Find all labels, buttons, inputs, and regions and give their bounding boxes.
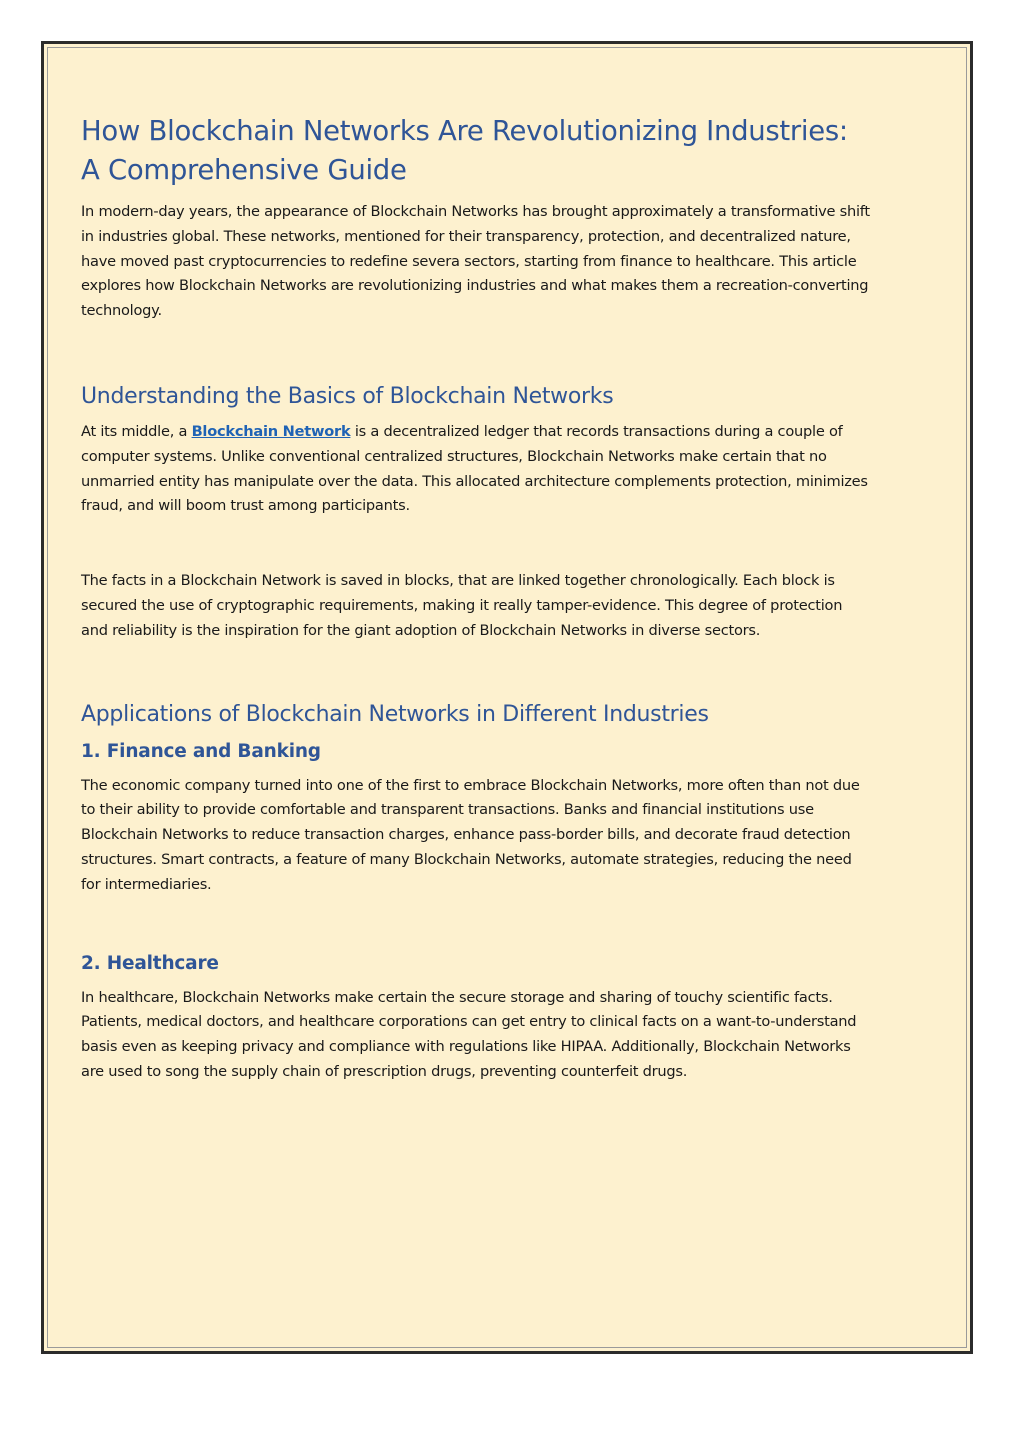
subheading-finance: 1. Finance and Banking: [81, 740, 321, 762]
basics-text-after-link: is a decentralized ledger that records transactions during a couple of computer systems. Unlike conventional centralized structures, Blockchain Networks make certain that no unmarried entity has manipulate over the data. This allocated architecture complements protection, minimizes fraud, and will boom trust among participants.: [81, 422, 868, 515]
finance-paragraph: The economic company turned into one of the first to embrace Blockchain Networks, more often than not due to their ability to provide comfortable and transparent transactions. Banks and financial institutions use Blockchain Networks to reduce transaction charges, enhance pass-border bills, and decorate fraud detection structures. Smart contracts, a feature of many Blockchain Networks, automate strategies, reducing the need for intermediaries.: [81, 776, 860, 893]
intro-paragraph: In modern-day years, the appearance of Blockchain Networks has brought approximately a transformative shift in industries global. These networks, mentioned for their transparency, protection, and decentralized nature, have moved past cryptocurrencies to redefine severa sectors, starting from finance to healthcare. This article explores how Blockchain Networks are revolutionizing industries and what makes them a recreation-converting technology.: [81, 203, 870, 320]
healthcare-paragraph: In healthcare, Blockchain Networks make certain the secure storage and sharing of touchy scientific facts. Patients, medical doctors, and healthcare corporations can get entry to clinical facts on a want-to-understand basis even as keeping privacy and compliance with regulations like HIPAA. Additionally, Blockchain Networks are used to song the supply chain of prescription drugs, preventing counterfeit drugs.: [81, 988, 857, 1080]
basics-paragraph-2: The facts in a Blockchain Network is saved in blocks, that are linked together chronologically. Each block is secured the use of cryptographic requirements, making it really tamper-evidence. This degree of protection and reliability is the inspiration for the giant adoption of Blockchain Networks in diverse sectors.: [81, 572, 843, 639]
section-heading-basics: Understanding the Basics of Blockchain Networks: [81, 383, 614, 409]
article-body: [81, 112, 871, 1085]
subheading-healthcare: 2. Healthcare: [81, 952, 219, 974]
blockchain-network-link[interactable]: Blockchain Network: [191, 422, 351, 440]
article-title: How Blockchain Networks Are Revolutionizing Industries: A Comprehensive Guide: [81, 115, 848, 186]
basics-text-before-link: At its middle, a: [81, 422, 192, 440]
basics-paragraph-1: [81, 420, 871, 519]
section-heading-applications: Applications of Blockchain Networks in Different Industries: [81, 701, 709, 727]
